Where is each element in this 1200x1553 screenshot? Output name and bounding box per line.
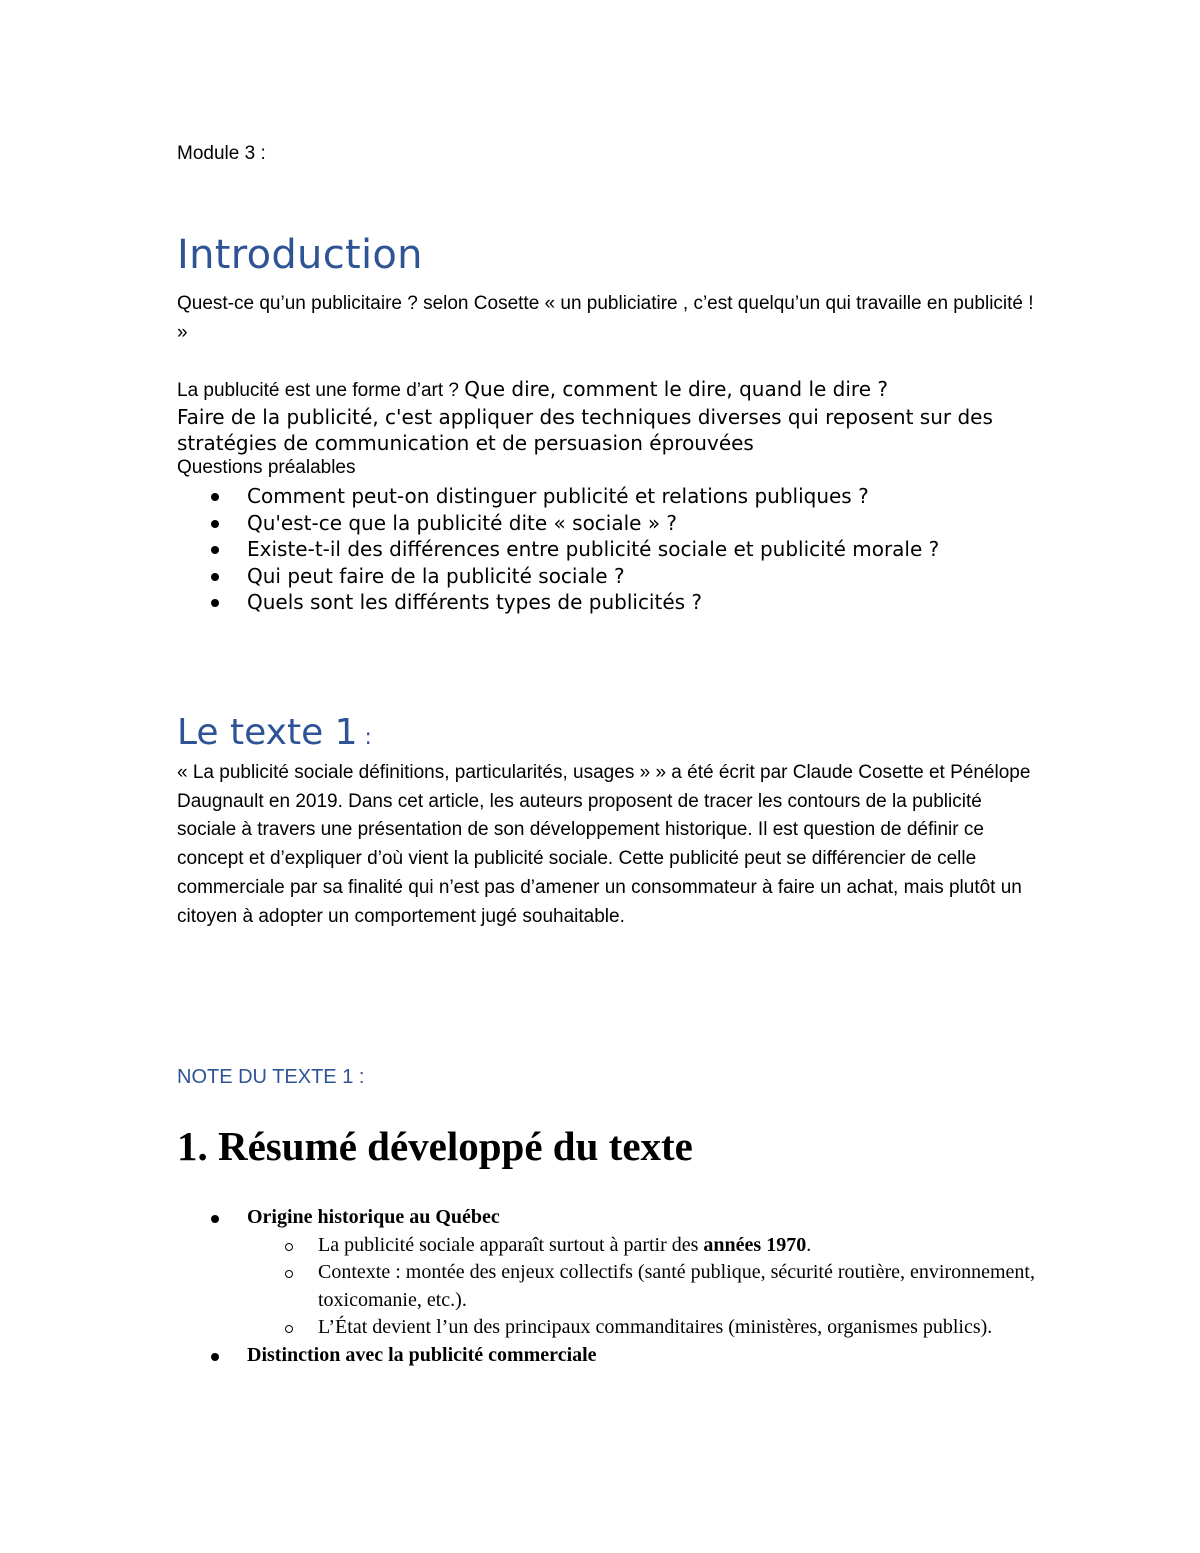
bullet-icon <box>211 493 219 501</box>
bullet-icon <box>211 1353 219 1361</box>
texte1-paragraph: « La publicité sociale définitions, particularités, usages » » a été écrit par Claude Cosette et Pénélope Daugnault en 2019. Dans cet article, les auteurs proposent de tracer les contours de la publicité sociale à travers une présentation de son développement historique. Il est question de définir ce concept et d’expliquer d’où vient la publicité sociale. Cette publicité peut se différencier de celle commerciale par sa finalité qui n’est pas d’amener un consommateur à faire un achat, mais plutôt un citoyen à adopter un comportement jugé souhaitable. <box>177 762 1031 927</box>
resume-heading: 1. Résumé développé du texte <box>177 1123 693 1169</box>
subitem-text: L’État devient l’un des principaux commanditaires (ministères, organismes publics). <box>318 1316 993 1338</box>
question-text: Qu'est-ce que la publicité dite « sociale » ? <box>247 510 678 535</box>
texte1-heading-colon: : <box>357 725 372 750</box>
list-item <box>177 510 1037 537</box>
module-label: Module 3 : <box>177 143 266 164</box>
questions-label: Questions préalables <box>177 457 356 478</box>
resume-item-title: Distinction avec la publicité commerciale <box>247 1343 597 1366</box>
list-item <box>177 589 1037 616</box>
art-block <box>177 376 1037 456</box>
texte1-heading <box>177 712 372 753</box>
subitem-after: . <box>806 1233 812 1256</box>
bullet-icon <box>211 599 219 607</box>
list-item <box>177 563 1037 590</box>
introduction-heading: Introduction <box>177 232 423 278</box>
list-item <box>177 1342 1037 1370</box>
questions-list <box>177 483 1037 616</box>
bullet-icon <box>211 546 219 554</box>
resume-list <box>177 1204 1037 1369</box>
list-item <box>247 1314 1037 1342</box>
list-item <box>247 1259 1037 1314</box>
question-text: Quels sont les différents types de publicités ? <box>247 590 703 614</box>
list-item <box>177 483 1037 510</box>
art-question: La publucité est une forme d’art ? <box>177 380 460 401</box>
art-question-line <box>177 376 1037 404</box>
ring-bullet-icon <box>285 1325 293 1333</box>
resume-sublist <box>247 1232 1037 1342</box>
ring-bullet-icon <box>285 1270 293 1278</box>
list-item <box>177 536 1037 563</box>
art-question-tail: Que dire, comment le dire, quand le dire ? <box>464 377 888 401</box>
resume-item-title: Origine historique au Québec <box>247 1206 500 1228</box>
list-item <box>247 1232 1037 1260</box>
bullet-icon <box>211 1215 219 1223</box>
question-text: Comment peut-on distinguer publicité et relations publiques ? <box>247 484 869 508</box>
ring-bullet-icon <box>285 1243 293 1251</box>
question-text: Existe-t-il des différences entre publicité sociale et publicité morale ? <box>247 537 940 561</box>
texte1-heading-text: Le texte 1 <box>177 712 358 753</box>
note-label: NOTE DU TEXTE 1 : <box>177 1066 365 1088</box>
art-text: Faire de la publicité, c'est appliquer des techniques diverses qui reposent sur des stratégies de communication et de persuasion éprouvées <box>177 405 993 455</box>
bullet-icon <box>211 573 219 581</box>
publicitaire-definition: Quest-ce qu’un publicitaire ? selon Cosette « un publiciatire , c’est quelqu’un qui travaille en publicité ! » <box>177 293 1034 343</box>
document-page <box>177 0 1037 1553</box>
list-item <box>177 1204 1037 1342</box>
subitem-text: La publicité sociale apparaît surtout à partir des <box>318 1233 704 1256</box>
question-text: Qui peut faire de la publicité sociale ? <box>247 563 625 588</box>
subitem-bold: années 1970 <box>703 1233 807 1256</box>
bullet-icon <box>211 520 219 528</box>
subitem-text: Contexte : montée des enjeux collectifs (santé publique, sécurité routière, environnement, toxicomanie, etc.). <box>318 1261 1035 1311</box>
